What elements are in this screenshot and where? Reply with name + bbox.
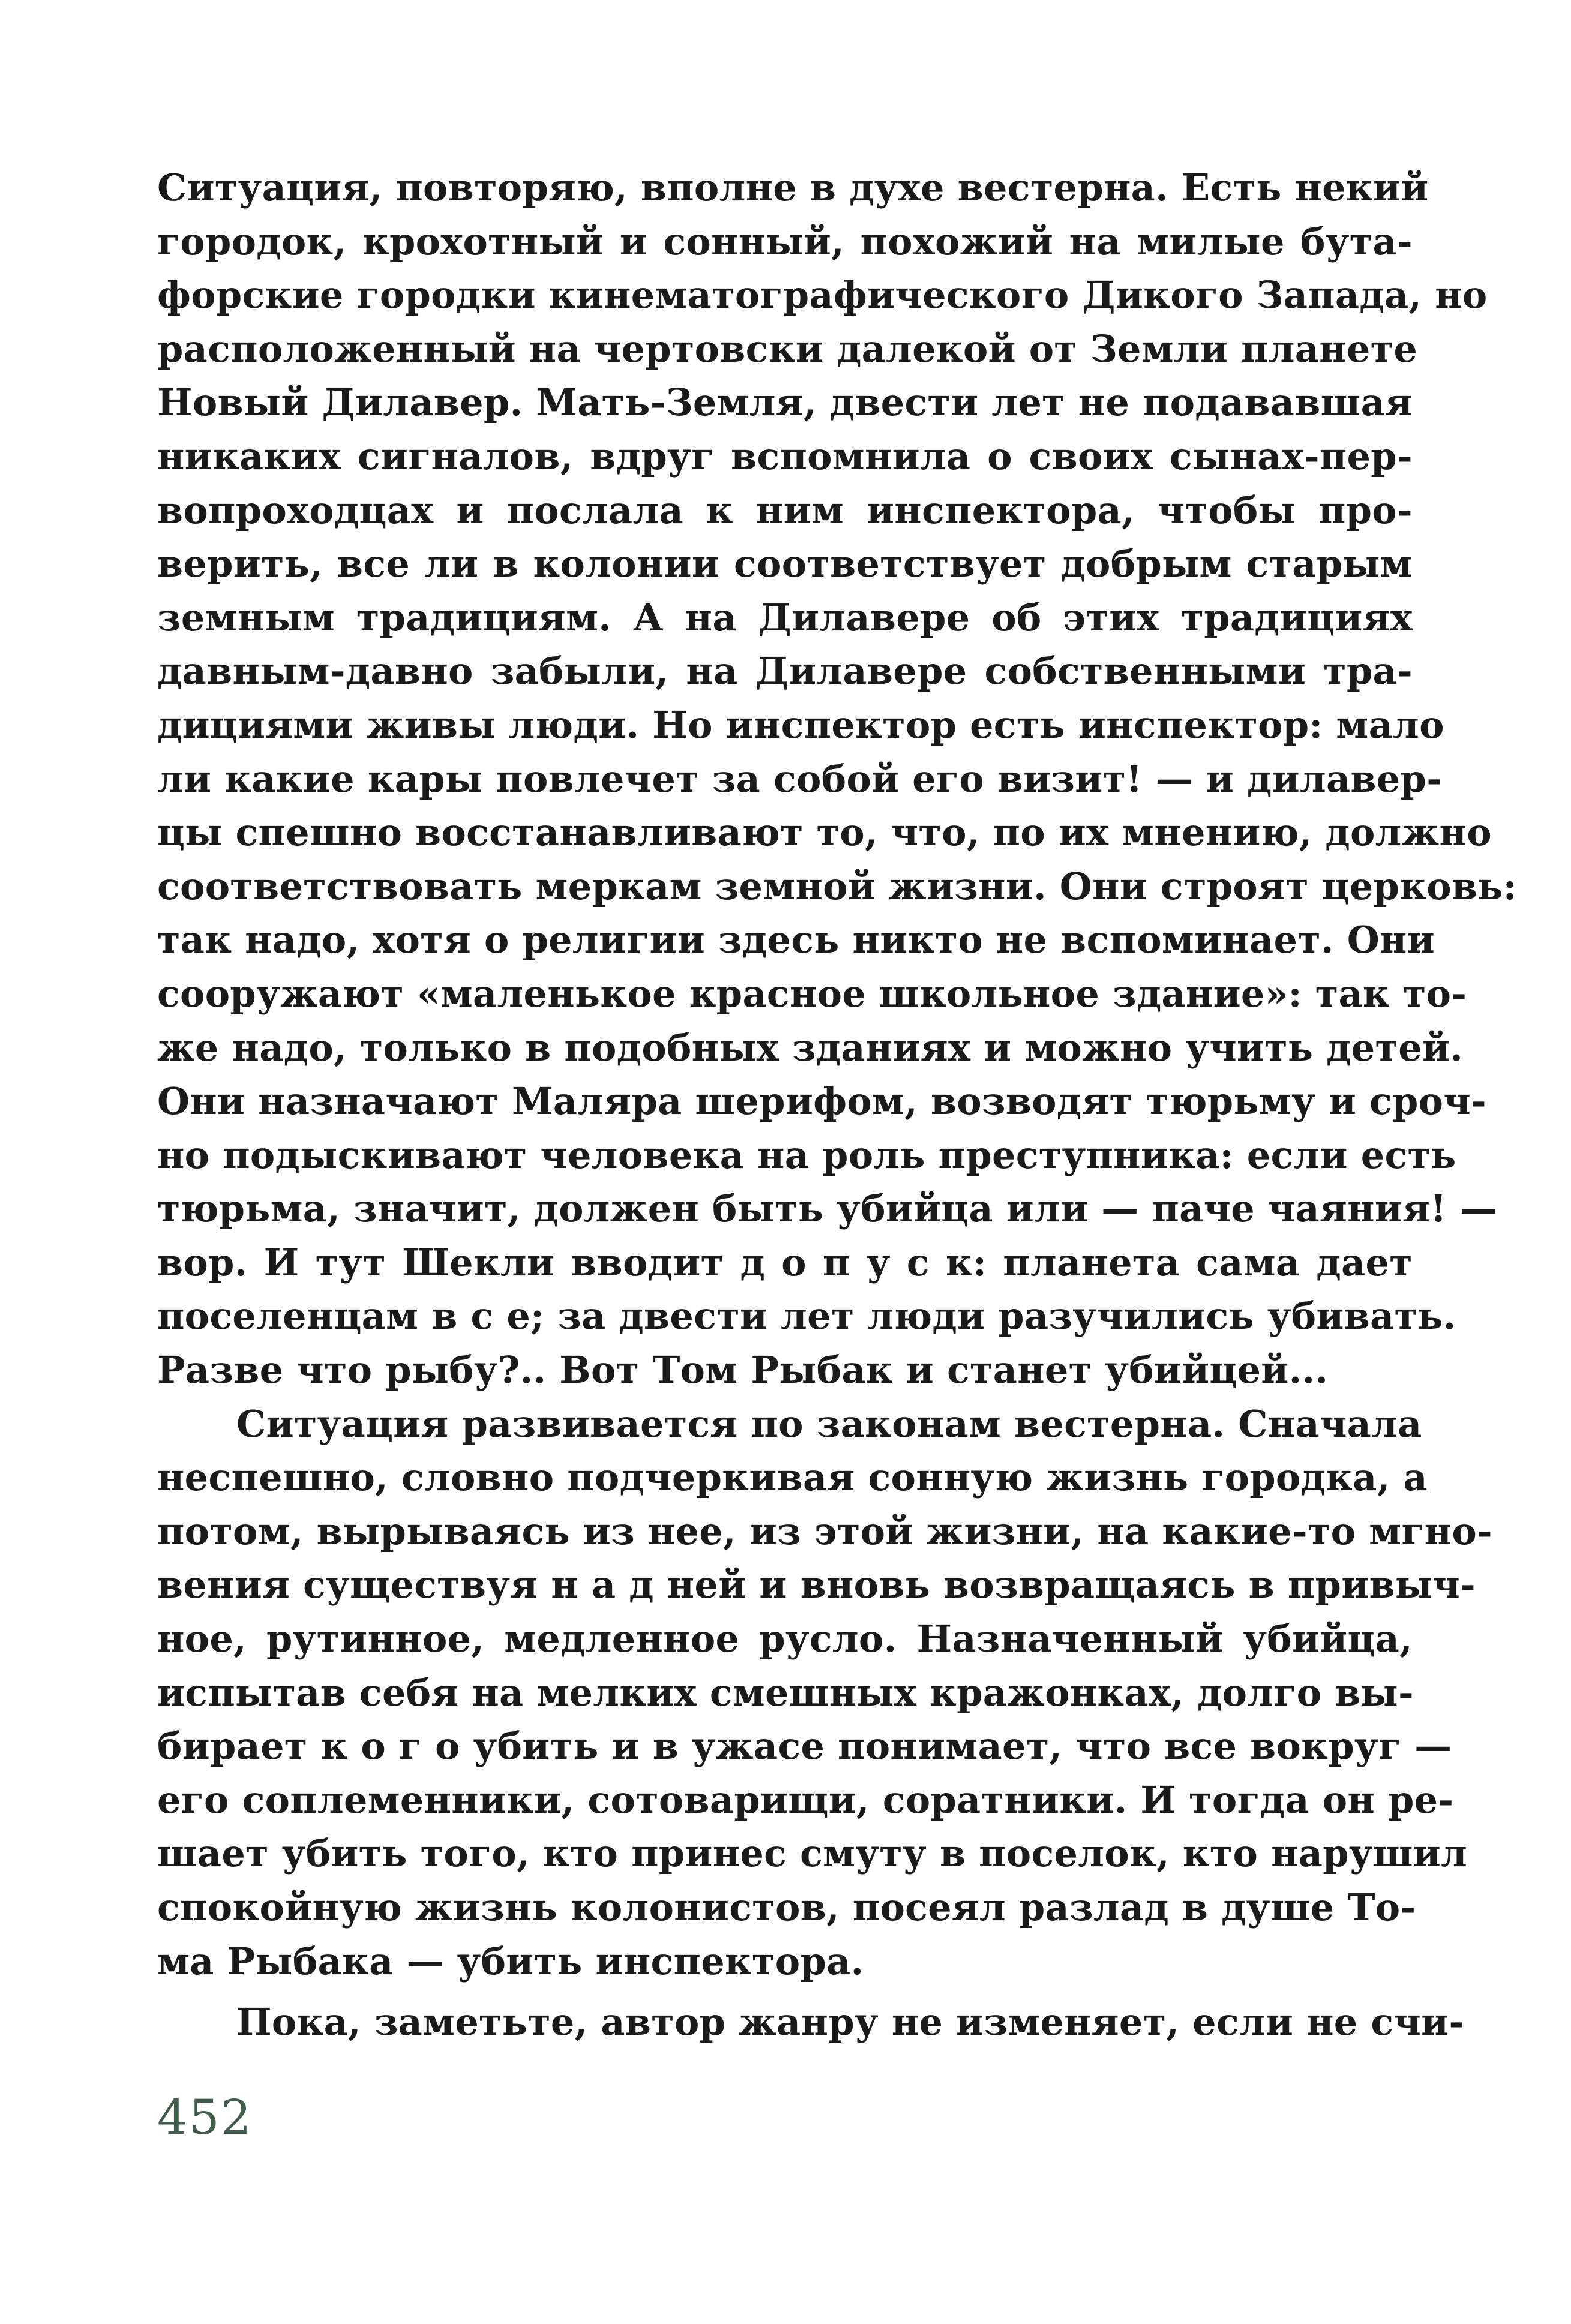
text-line: Они назначают Маляра шерифом, возводят тюрьму и сроч- — [157, 1079, 1487, 1124]
text-line: земным традициям. А на Дилавере об этих традициях — [157, 595, 1413, 639]
text-line: Пока, заметьте, автор жанру не изменяет, если не счи- — [236, 2000, 1465, 2044]
text-line: бирает к о г о убить и в ужасе понимает, что все вокруг — — [157, 1724, 1452, 1768]
text-line: так надо, хотя о религии здесь никто не вспоминает. Они — [157, 918, 1435, 962]
paragraph — [157, 1995, 1465, 2049]
paragraph-gap — [157, 1988, 1413, 1995]
text-line: же надо, только в подобных зданиях и можно учить детей. — [157, 1025, 1464, 1070]
text-line: его соплеменники, сотоварищи, соратники. И тогда он ре- — [157, 1777, 1454, 1822]
text-line: шает убить того, кто принес смуту в поселок, кто нарушил — [157, 1831, 1468, 1876]
text-line: испытав себя на мелких смешных кражонках, долго вы- — [157, 1670, 1414, 1715]
text-line: сооружают «маленькое красное школьное здание»: так то- — [157, 971, 1467, 1016]
text-line: поселенцам в с е; за двести лет люди разучились убивать. — [157, 1294, 1456, 1338]
text-line: форские городки кинематографического Дикого Запада, но — [157, 273, 1488, 317]
text-line: Новый Дилавер. Мать-Земля, двести лет не подававшая — [157, 380, 1413, 425]
text-line: но подыскивают человека на роль преступника: если есть — [157, 1133, 1456, 1177]
text-line: Ситуация развивается по законам вестерна. Сначала — [236, 1401, 1422, 1446]
text-line: спокойную жизнь колонистов, посеял разлад в душе То- — [157, 1885, 1416, 1929]
text-line: соответствовать меркам земной жизни. Они строят церковь: — [157, 864, 1517, 908]
text-line: дициями живы люди. Но инспектор есть инспектор: мало — [157, 702, 1444, 747]
text-line: давным-давно забыли, на Дилавере собственными тра- — [157, 649, 1413, 693]
text-line: потом, вырываясь из нее, из этой жизни, на какие-то мгно- — [157, 1509, 1493, 1553]
text-line: расположенный на чертовски далекой от Земли планете — [157, 326, 1418, 371]
text-line: Разве что рыбу?.. Вот Том Рыбак и станет убийцей... — [157, 1348, 1329, 1392]
page-number: 452 — [157, 2089, 253, 2145]
text-line: городок, крохотный и сонный, похожий на милые бута- — [157, 219, 1413, 263]
text-line: верить, все ли в колонии соответствует добрым старым — [157, 542, 1413, 586]
text-line: вопроходцах и послала к ним инспектора, чтобы про- — [157, 488, 1413, 532]
paragraph — [157, 161, 1517, 1397]
text-line: вор. И тут Шекли вводит д о п у с к: планета сама дает — [157, 1240, 1413, 1284]
text-line: неспешно, словно подчеркивая сонную жизнь городка, а — [157, 1455, 1428, 1500]
text-line: цы спешно восстанавливают то, что, по их мнению, должно — [157, 810, 1492, 855]
text-line: тюрьма, значит, должен быть убийца или — паче чаяния! — — [157, 1187, 1497, 1231]
text-line: вения существуя н а д ней и вновь возвращаясь в привыч- — [157, 1563, 1476, 1607]
body-text — [157, 161, 1517, 2049]
text-line: ное, рутинное, медленное русло. Назначенный убийца, — [157, 1617, 1413, 1661]
text-line: ма Рыбака — убить инспектора. — [157, 1939, 864, 1983]
paragraph — [157, 1397, 1493, 1989]
text-line: никаких сигналов, вдруг вспомнила о своих сынах-пер- — [157, 434, 1413, 478]
text-line: Ситуация, повторяю, вполне в духе вестерна. Есть некий — [157, 166, 1429, 209]
text-line: ли какие кары повлечет за собой его визит! — и дилавер- — [157, 756, 1443, 801]
